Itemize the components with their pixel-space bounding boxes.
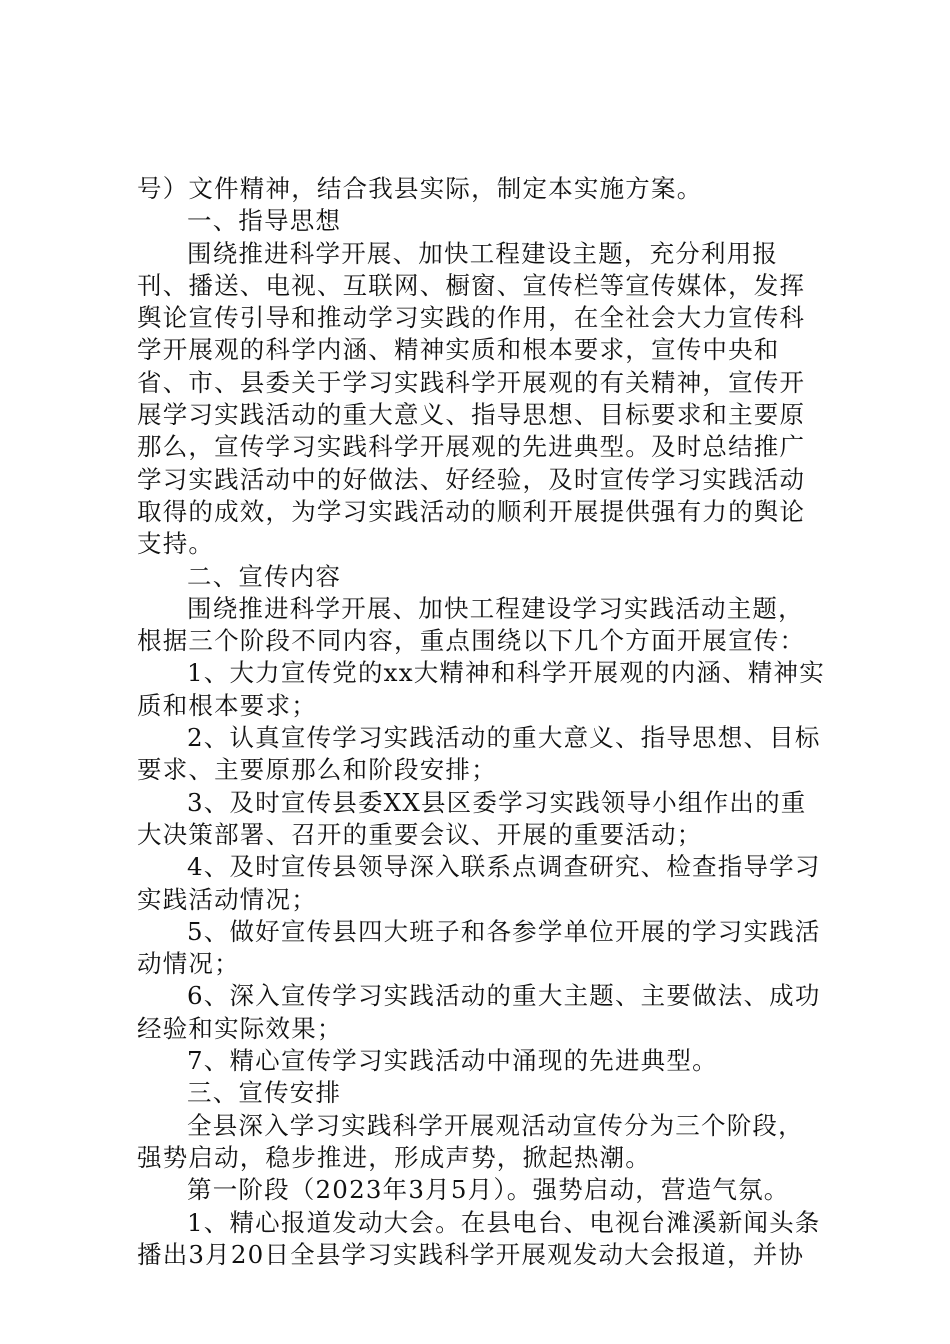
list-item-7: 7、精心宣传学习实践活动中涌现的先进典型。 (187, 1046, 718, 1076)
document-body (137, 173, 827, 1271)
list-item-2: 2、认真宣传学习实践活动的重大意义、指导思想、目标要求、主要原那么和阶段安排； (137, 723, 821, 785)
list-item-5: 5、做好宣传县四大班子和各参学单位开展的学习实践活动情况； (137, 916, 821, 979)
list-item-4: 4、及时宣传县领导深入联系点调查研究、检查指导学习实践活动情况； (137, 852, 821, 914)
section-heading-publicity-content: 二、宣传内容 (187, 561, 342, 591)
paragraph-guiding-ideology: 围绕推进科学开展、加快工程建设主题，充分利用报刊、播送、电视、互联网、橱窗、宣传栏等宣传媒体，发挥舆论宣传引导和推动学习实践的作用，在全社会大力宣传科学开展观的科学内涵、精神实质和根本要求，宣传中央和省、市、县委关于学习实践科学开展观的有关精神，宣传开展学习实践活动的重大意义、指导思想、目标要求和主要原那么，宣传学习实践科学开展观的先进典型。及时总结推广学习实践活动中的好做法、好经验，及时宣传学习实践活动取得的成效，为学习实践活动的顺利开展提供强有力的舆论支持。 (137, 238, 806, 559)
list-item-6: 6、深入宣传学习实践活动的重大主题、主要做法、成功经验和实际效果； (137, 981, 821, 1043)
list-item-1: 1、大力宣传党的xx大精神和科学开展观的内涵、精神实质和根本要求； (137, 658, 825, 720)
paragraph-intro-continuation: 号）文件精神，结合我县实际，制定本实施方案。 (137, 174, 703, 203)
list-item-3: 3、及时宣传县委XX县区委学习实践领导小组作出的重大决策部署、召开的重要会议、开展的重要活动； (137, 787, 807, 849)
paragraph-arrangement-intro: 全县深入学习实践科学开展观活动宣传分为三个阶段，强势启动，稳步推进，形成声势，掀起热潮。 (137, 1110, 804, 1172)
section-heading-publicity-arrangement: 三、宣传安排 (187, 1078, 342, 1108)
paragraph-publicity-content-intro: 围绕推进科学开展、加快工程建设学习实践活动主题，根据三个阶段不同内容，重点围绕以下几个方面开展宣传： (137, 593, 806, 656)
paragraph-phase-one: 第一阶段（2023年3月5月）。强势启动，营造气氛。 (187, 1175, 790, 1205)
paragraph-phase-one-item-1: 1、精心报道发动大会。在县电台、电视台滩溪新闻头条播出3月20日全县学习实践科学开展观发动大会报道，并协 (137, 1207, 821, 1269)
section-heading-guiding-ideology: 一、指导思想 (187, 206, 342, 236)
